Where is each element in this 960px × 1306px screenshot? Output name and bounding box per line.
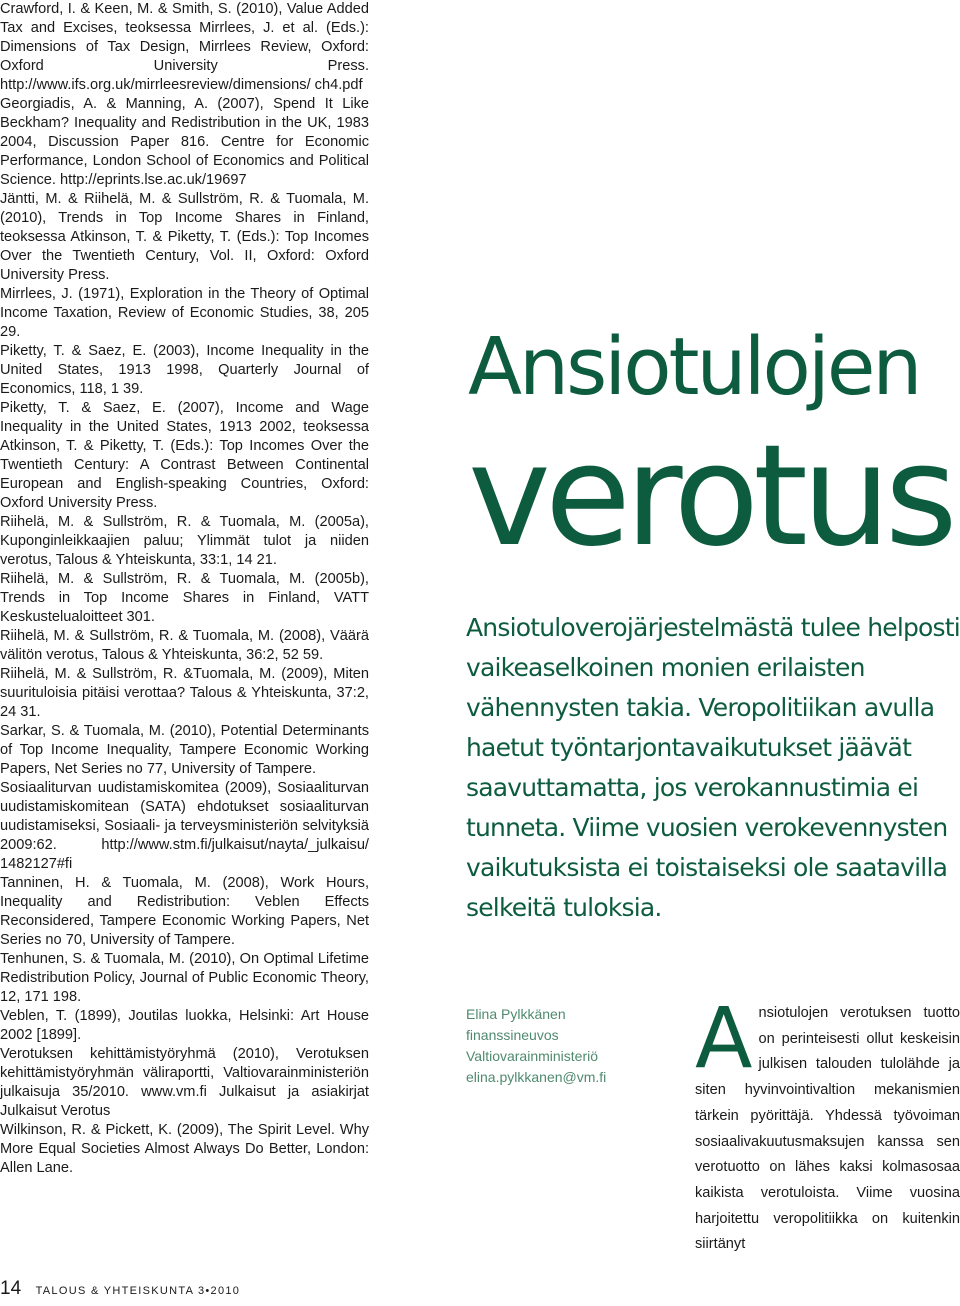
reference-entry: Verotuksen kehittämistyöryhmä (2010), Verotuksen kehittämistyöryhmän väliraportti, Valtiovarainministeriön julkaisuja 35/2010. www.vm.fi Julkaisut ja asiakirjat Julkaisut Verotus — [0, 1046, 369, 1119]
author-title: finanssineuvos — [466, 1027, 559, 1043]
author-block — [466, 1004, 676, 1088]
reference-entry: Riihelä, M. & Sullström, R. & Tuomala, M. (2008), Väärä välitön verotus, Talous & Yhteiskunta, 36:2, 52 59. — [0, 628, 369, 663]
lead-paragraph — [466, 608, 960, 928]
reference-entry: Mirrlees, J. (1971), Exploration in the Theory of Optimal Income Taxation, Review of Economic Studies, 38, 205 29. — [0, 286, 369, 340]
reference-entry: Georgiadis, A. & Manning, A. (2007), Spend It Like Beckham? Inequality and Redistribution in the UK, 1983 2004, Discussion Paper 816. Centre for Economic Performance, London School of Economics and Political Science. http://eprints.lse.ac.uk/19697 — [0, 96, 369, 188]
article-body — [695, 989, 960, 1258]
reference-entry: Veblen, T. (1899), Joutilas luokka, Helsinki: Art House 2002 [1899]. — [0, 1008, 369, 1043]
reference-entry: Sarkar, S. & Tuomala, M. (2010), Potential Determinants of Top Income Inequality, Tampere Economic Working Papers, Net Series no 77, University of Tampere. — [0, 723, 369, 777]
article-title-line-2: verotus — [468, 415, 952, 578]
article-title — [468, 312, 960, 578]
reference-entry: Crawford, I. & Keen, M. & Smith, S. (2010), Value Added Tax and Excises, teoksessa Mirrlees, J. et al. (Eds.): Dimensions of Tax Design, Mirrlees Review, Oxford: Oxford University Press. http://www.ifs.org.uk/mirrleesreview/dimensions/ ch4.pdf — [0, 1, 369, 93]
body-paragraph: nsiotulojen verotuksen tuotto on perinteisesti ollut keskeisin julkisen talouden tulolähde ja siten hyvinvointivaltion mekanismien tärkein pyörittäjä. Yhdessä työvoiman sosiaalivakuutusmaksujen kanssa sen verotuotto on lähes kaksi kolmasosaa kaikista verotuloista. Viime vuosina harjoitettu veropolitiikka on kuitenkin siirtänyt — [695, 1005, 960, 1253]
author-name: Elina Pylkkänen — [466, 1006, 566, 1022]
reference-entry: Jäntti, M. & Riihelä, M. & Sullström, R. & Tuomala, M. (2010), Trends in Top Income Shares in Finland, teoksessa Atkinson, T. & Piketty, T. (Eds.): Top Incomes Over the Twentieth Century, Vol. II, Oxford: Oxford University Press. — [0, 191, 369, 283]
reference-entry: Piketty, T. & Saez, E. (2007), Income and Wage Inequality in the United States, 1913 2002, teoksessa Atkinson, T. & Piketty, T. (Eds.): Top Incomes Over the Twentieth Century: A Contrast Between Continental European and English-speaking Countries, Oxford: Oxford University Press. — [0, 400, 369, 511]
lead-text: Ansiotuloverojärjestelmästä tulee helposti vaikeaselkoinen monien erilaisten vähennysten takia. Veropolitiikan avulla haetut työntarjontavaikutukset jäävät saavuttamatta, jos verokannustimia ei tunneta. Viime vuosien verokevennysten vaikutuksista ei toistaiseksi ole saatavilla selkeitä tuloksia. — [466, 613, 960, 922]
author-organization: Valtiovarainministeriö — [466, 1048, 599, 1064]
drop-cap: A — [695, 989, 753, 1087]
references-column — [0, 0, 369, 1178]
page-footer — [0, 1278, 400, 1306]
reference-entry: Riihelä, M. & Sullström, R. & Tuomala, M. (2005a), Kuponginleikkaajien paluu; Ylimmät tulot ja niiden verotus, Talous & Yhteiskunta, 33:1, 14 21. — [0, 514, 369, 568]
reference-entry: Riihelä, M. & Sullström, R. &Tuomala, M. (2009), Miten suurituloisia pitäisi verottaa? Talous & Yhteiskunta, 37:2, 24 31. — [0, 666, 369, 720]
reference-entry: Sosiaaliturvan uudistamiskomitea (2009), Sosiaaliturvan uudistamiskomitean (SATA) ehdotukset sosiaaliturvan uudistamiseksi, Sosiaali- ja terveysministeriön selvityksiä 2009:62. http://www.stm.fi/julkaisut/nayta/_julkaisu/ 1482127#fi — [0, 780, 369, 872]
reference-entry: Tenhunen, S. & Tuomala, M. (2010), On Optimal Lifetime Redistribution Policy, Journal of Public Economic Theory, 12, 171 198. — [0, 951, 369, 1005]
page-number: 14 — [0, 1278, 22, 1299]
reference-entry: Tanninen, H. & Tuomala, M. (2008), Work Hours, Inequality and Redistribution: Veblen Effects Reconsidered, Tampere Economic Working Papers, Net Series no 70, University of Tampere. — [0, 875, 369, 948]
reference-entry: Piketty, T. & Saez, E. (2003), Income Inequality in the United States, 1913 1998, Quarterly Journal of Economics, 118, 1 39. — [0, 343, 369, 397]
author-email[interactable]: elina.pylkkanen@vm.fi — [466, 1069, 607, 1085]
article-title-line-1: Ansiotulojen — [468, 321, 920, 413]
reference-entry: Wilkinson, R. & Pickett, K. (2009), The Spirit Level. Why More Equal Societies Almost Always Do Better, London: Allen Lane. — [0, 1122, 369, 1176]
journal-name: TALOUS & YHTEISKUNTA 3•2010 — [35, 1285, 241, 1297]
reference-entry: Riihelä, M. & Sullström, R. & Tuomala, M. (2005b), Trends in Top Income Shares in Finland, VATT Keskustelualoitteet 301. — [0, 571, 369, 625]
